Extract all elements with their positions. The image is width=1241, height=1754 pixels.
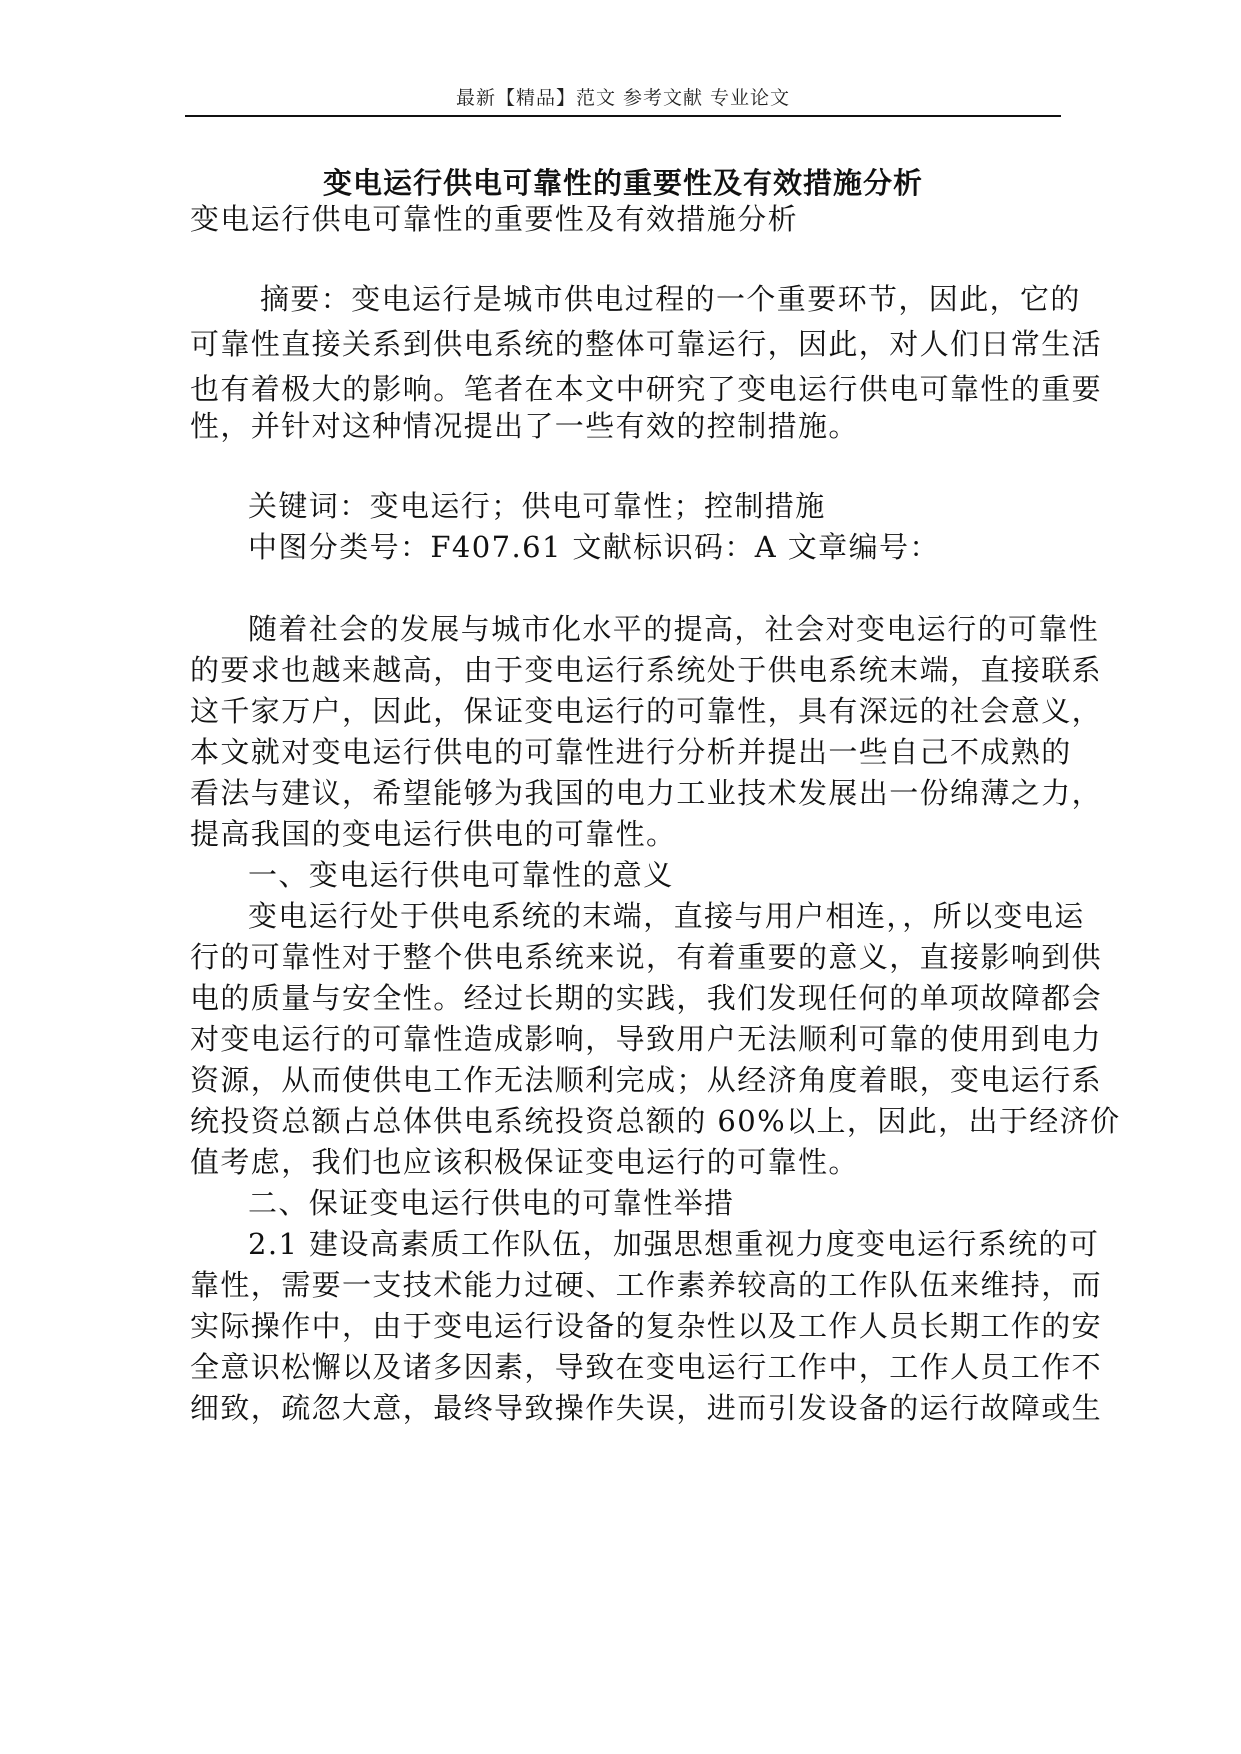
- keywords-line: 关键词：变电运行；供电可靠性；控制措施: [248, 489, 826, 523]
- section1-paragraph-line: 资源，从而使供电工作无法顺利完成；从经济角度着眼，变电运行系: [190, 1063, 1103, 1097]
- section2-paragraph-line: 全意识松懈以及诸多因素，导致在变电运行工作中，工作人员工作不: [190, 1350, 1103, 1384]
- intro-paragraph-line: 本文就对变电运行供电的可靠性进行分析并提出一些自己不成熟的: [190, 735, 1072, 769]
- section1-paragraph-line: 值考虑，我们也应该积极保证变电运行的可靠性。: [190, 1145, 859, 1179]
- intro-paragraph-line: 这千家万户，因此，保证变电运行的可靠性，具有深远的社会意义，: [190, 694, 1103, 728]
- section2-paragraph-line: 2.1 建设高素质工作队伍，加强思想重视力度变电运行系统的可: [248, 1227, 1100, 1261]
- section-heading: 二、保证变电运行供电的可靠性举措: [248, 1186, 735, 1220]
- section1-paragraph-line: 对变电运行的可靠性造成影响，导致用户无法顺利可靠的使用到电力: [190, 1022, 1103, 1056]
- classification-line: 中图分类号：F407.61 文献标识码：A 文章编号：: [248, 530, 940, 564]
- section1-paragraph-line: 行的可靠性对于整个供电系统来说，有着重要的意义，直接影响到供: [190, 940, 1103, 974]
- section2-paragraph-line: 细致，疏忽大意，最终导致操作失误，进而引发设备的运行故障或生: [190, 1391, 1103, 1425]
- header-divider: [185, 115, 1061, 117]
- section1-paragraph-line: 变电运行处于供电系统的末端，直接与用户相连，，所以变电运: [248, 899, 1085, 933]
- abstract-line: 也有着极大的影响。笔者在本文中研究了变电运行供电可靠性的重要: [190, 372, 1103, 406]
- section1-paragraph-line: 电的质量与安全性。经过长期的实践，我们发现任何的单项故障都会: [190, 981, 1103, 1015]
- intro-paragraph-line: 提高我国的变电运行供电的可靠性。: [190, 817, 677, 851]
- section2-paragraph-line: 靠性，需要一支技术能力过硬、工作素养较高的工作队伍来维持，而: [190, 1268, 1103, 1302]
- abstract-line: 摘要：变电运行是城市供电过程的一个重要环节，因此，它的: [260, 282, 1081, 316]
- abstract-line: 性，并针对这种情况提出了一些有效的控制措施。: [190, 409, 859, 443]
- section2-paragraph-line: 实际操作中，由于变电运行设备的复杂性以及工作人员长期工作的安: [190, 1309, 1103, 1343]
- running-header: 最新【精品】范文 参考文献 专业论文: [455, 87, 791, 109]
- document-title: 变电运行供电可靠性的重要性及有效措施分析: [322, 166, 923, 200]
- section-heading: 一、变电运行供电可靠性的意义: [248, 858, 674, 892]
- section1-paragraph-line: 统投资总额占总体供电系统投资总额的 60%以上，因此，出于经济价: [190, 1104, 1121, 1138]
- intro-paragraph-line: 的要求也越来越高，由于变电运行系统处于供电系统末端，直接联系: [190, 653, 1103, 687]
- intro-paragraph-line: 看法与建议，希望能够为我国的电力工业技术发展出一份绵薄之力，: [190, 776, 1103, 810]
- abstract-line: 可靠性直接关系到供电系统的整体可靠运行，因此，对人们日常生活: [190, 327, 1103, 361]
- intro-paragraph-line: 随着社会的发展与城市化水平的提高，社会对变电运行的可靠性: [248, 612, 1100, 646]
- document-subtitle: 变电运行供电可靠性的重要性及有效措施分析: [190, 202, 799, 236]
